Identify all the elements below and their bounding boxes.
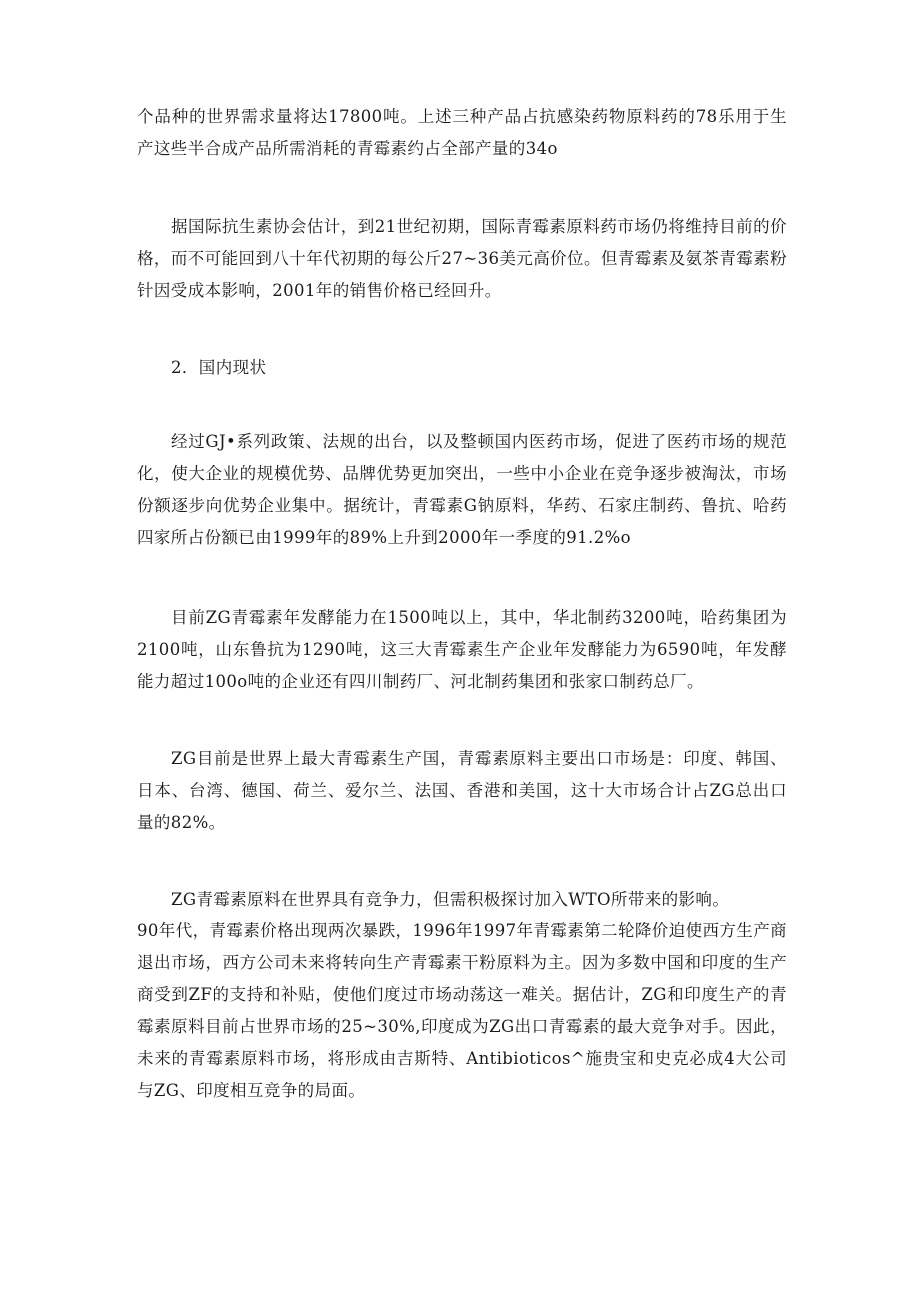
section-heading-domestic-status: 2．国内现状 xyxy=(171,358,267,377)
paragraph-world-demand: 个品种的世界需求量将达17800吨。上述三种产品占抗感染药物原料药的78乐用于生产这些半合成产品所需消耗的青霉素约占全部产量的34o xyxy=(137,107,787,158)
paragraph-price-estimate: 据国际抗生素协会估计，到21世纪初期，国际青霉素原料药市场仍将维持目前的价格，而不可能回到八十年代初期的每公斤27~36美元高价位。但青霉素及氨茶青霉素粉针因受成本影响，2001年的销售价格已经回升。 xyxy=(137,217,787,300)
paragraph-fermentation-capacity: 目前ZG青霉素年发酵能力在1500吨以上，其中，华北制药3200吨，哈药集团为2100吨，山东鲁抗为1290吨，这三大青霉素生产企业年发酵能力为6590吨，年发酵能力超过100o吨的企业还有四川制药厂、河北制药集团和张家口制药总厂。 xyxy=(137,608,787,691)
paragraph-market-share: 经过GJ•系列政策、法规的出台，以及整顿国内医药市场，促进了医药市场的规范化，使大企业的规模优势、品牌优势更加突出，一些中小企业在竞争逐步被淘汰，市场份额逐步向优势企业集中。据统计，青霉素G钠原料，华药、石家庄制药、鲁抗、哈药四家所占份额已由1999年的89%上升到2000年一季度的91.2%o xyxy=(137,432,787,547)
paragraph-export-markets: ZG目前是世界上最大青霉素生产国，青霉素原料主要出口市场是：印度、韩国、日本、台湾、德国、荷兰、爱尔兰、法国、香港和美国，这十大市场合计占ZG总出口量的82%。 xyxy=(137,749,787,832)
paragraph-wto-competitiveness: ZG青霉素原料在世界具有竞争力，但需积极探讨加入WTO所带来的影响。 xyxy=(171,890,730,909)
paragraph-price-history: 90年代，青霉素价格出现两次暴跌，1996年1997年青霉素第二轮降价迫使西方生产商退出市场，西方公司未来将转向生产青霉素干粉原料为主。因为多数中国和印度的生产商受到ZF的支持和补贴，使他们度过市场动荡这一难关。据估计，ZG和印度生产的青霉素原料目前占世界市场的25~30%,印度成为ZG出口青霉素的最大竞争对手。因此，未来的青霉素原料市场，将形成由吉斯特、Antibioticos^施贵宝和史克必成4大公司与ZG、印度相互竞争的局面。 xyxy=(137,921,787,1100)
